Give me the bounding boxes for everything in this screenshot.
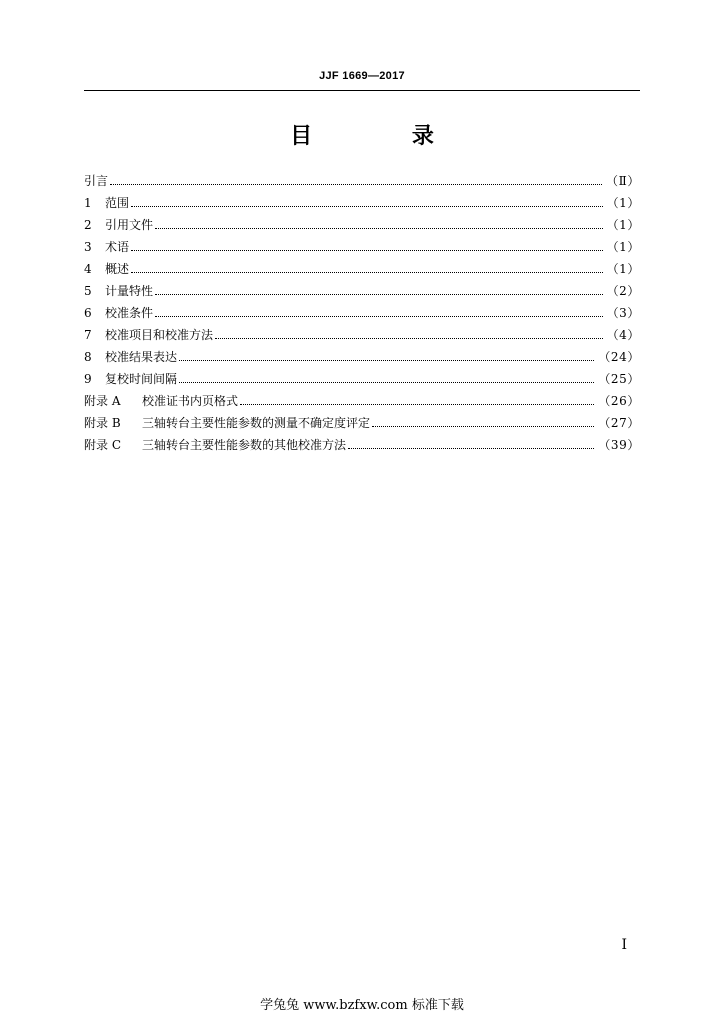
- toc-entry-3[interactable]: [84, 236, 640, 258]
- toc-entry-label: 8 校准结果表达: [84, 346, 177, 368]
- toc-entry-page: （26）: [598, 394, 640, 408]
- toc-entry-label: 1 范围: [84, 192, 129, 214]
- toc-entry-label: 附录 A 校准证书内页格式: [84, 390, 238, 412]
- toc-entry-label: 6 校准条件: [84, 302, 153, 324]
- toc-entry-number: 附录 A: [84, 394, 121, 408]
- toc-entry-label: 9 复校时间间隔: [84, 368, 177, 390]
- dot-leader: [179, 382, 594, 383]
- page-number: I: [621, 937, 627, 953]
- toc-entry-label: 3 术语: [84, 236, 129, 258]
- toc-entry-page: （2）: [606, 284, 640, 298]
- toc-entry-8[interactable]: [84, 346, 640, 368]
- dot-leader: [110, 184, 602, 185]
- toc-entry-page: （24）: [598, 350, 640, 364]
- toc-entry-5[interactable]: [84, 280, 640, 302]
- toc-entry-page: （1）: [606, 240, 640, 254]
- toc-entry-number: 2: [84, 218, 92, 232]
- dot-leader: [179, 360, 594, 361]
- toc-entry-label: 引言: [84, 174, 109, 188]
- dot-leader: [155, 316, 603, 317]
- standard-code: JJF 1669—2017: [319, 70, 405, 82]
- toc-entry-introduction[interactable]: [84, 170, 640, 192]
- toc-entry-number: 4: [84, 262, 92, 276]
- toc-entry-page: （3）: [606, 306, 640, 320]
- toc-entry-number: 6: [84, 306, 92, 320]
- header-rule: [84, 90, 640, 91]
- toc-entry-page: （4）: [606, 328, 640, 342]
- toc-entry-number: 8: [84, 350, 92, 364]
- toc-entry-6[interactable]: [84, 302, 640, 324]
- dot-leader: [372, 426, 594, 427]
- toc-entry-number: 9: [84, 372, 92, 386]
- dot-leader: [348, 448, 594, 449]
- toc-entry-page: （1）: [606, 218, 640, 232]
- toc-entry-7[interactable]: [84, 324, 640, 346]
- toc-entry-number: 1: [84, 196, 92, 210]
- dot-leader: [131, 272, 603, 273]
- toc-entry-number: 附录 C: [84, 438, 121, 452]
- toc-entry-number: 3: [84, 240, 92, 254]
- toc-entry-9[interactable]: [84, 368, 640, 390]
- toc-entry-number: 7: [84, 328, 92, 342]
- toc-entry-4[interactable]: [84, 258, 640, 280]
- dot-leader: [131, 206, 603, 207]
- toc-entry-label: 附录 B 三轴转台主要性能参数的测量不确定度评定: [84, 412, 370, 434]
- footer-watermark: 学兔兔 www.bzfxw.com 标准下载: [260, 998, 464, 1013]
- toc-entry-page: （1）: [606, 196, 640, 210]
- toc-entry-1[interactable]: [84, 192, 640, 214]
- toc-entry-appendix-c[interactable]: [84, 434, 640, 456]
- toc-title: 目 录: [290, 123, 480, 149]
- dot-leader: [215, 338, 603, 339]
- dot-leader: [155, 294, 603, 295]
- toc-entry-page: （1）: [606, 262, 640, 276]
- toc-entry-label: 附录 C 三轴转台主要性能参数的其他校准方法: [84, 434, 346, 456]
- dot-leader: [240, 404, 594, 405]
- toc-entry-label: 7 校准项目和校准方法: [84, 324, 213, 346]
- toc-entry-label: 2 引用文件: [84, 214, 153, 236]
- toc-entry-label: 4 概述: [84, 258, 129, 280]
- toc-entry-page: （27）: [598, 416, 640, 430]
- toc-entry-page: （25）: [598, 372, 640, 386]
- toc-list: [84, 170, 640, 456]
- toc-entry-appendix-b[interactable]: [84, 412, 640, 434]
- toc-entry-page: （39）: [598, 438, 640, 452]
- dot-leader: [131, 250, 603, 251]
- toc-entry-page: （Ⅱ）: [606, 174, 640, 188]
- toc-entry-appendix-a[interactable]: [84, 390, 640, 412]
- dot-leader: [155, 228, 603, 229]
- toc-entry-number: 附录 B: [84, 416, 121, 430]
- toc-entry-2[interactable]: [84, 214, 640, 236]
- toc-entry-number: 5: [84, 284, 92, 298]
- toc-entry-label: 5 计量特性: [84, 280, 153, 302]
